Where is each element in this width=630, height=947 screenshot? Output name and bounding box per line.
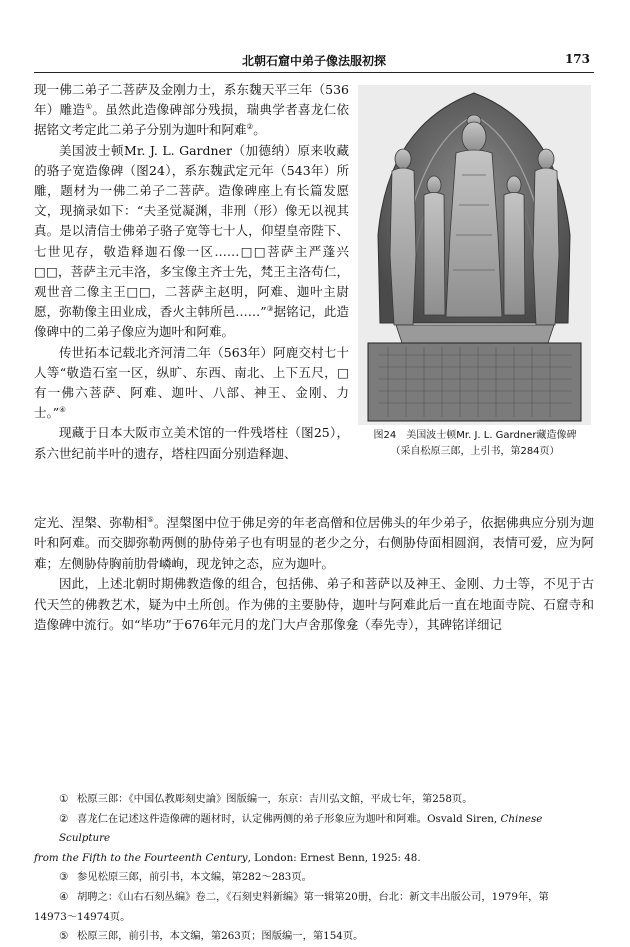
paragraph: 定光、涅槃、弥勒相⑤。涅槃图中位于佛足旁的年老高僧和位居佛头的年少弟子，依据佛典应分别为迦叶和阿难。而交脚弥勒两侧的胁侍弟子也有明显的老少之分，右侧胁侍面相圆润，表情可爱，应为阿难；左侧胁侍胸前肋骨嶙峋，现龙钟之态，应为迦叶。 (34, 514, 594, 571)
paragraph: 因此，上述北朝时期佛教造像的组合，包括佛、弟子和菩萨以及神王、金刚、力士等，不见于古代天竺的佛教艺术，疑为中土所创。作为佛的主要胁侍，迦叶与阿难此后一直在地面寺院、石窟寺和造像碑中流行。如“毕功”于676年元月的龙门大卢舍那像龛（奉先寺），其碑铭详细记 (34, 576, 594, 633)
left-column-text (34, 80, 349, 464)
footnote: ③ 参见松原三郎，前引书，本文编，第282～283页。 (59, 871, 312, 884)
footnote-ref[interactable]: ⑤ (147, 514, 154, 524)
footnote: ⑤ 松原三郎，前引书，本文编，第263页；图版编一，第154页。 (59, 930, 364, 943)
paragraph: 传世拓本记载北齐河清二年（563年）阿鹿交村七十人等“敬造石室一区，纵旷、东西、南北、上下五尺，□有一佛六菩萨、阿难、迦叶、八部、神王、金刚、力士。”④ (34, 344, 349, 421)
stele-photograph (358, 85, 591, 425)
footnote-continuation: 14973～14974页。 (34, 910, 131, 923)
running-header (34, 46, 594, 73)
full-width-text (34, 513, 594, 635)
figure-caption-source: （采自松原三郎，上引书，第284页） (390, 446, 560, 457)
footnote: ① 松原三郎：《中国仏教彫刻史論》图版编一，东京：吉川弘文館，平成七年，第258页。 (59, 793, 473, 805)
paragraph: 美国波士顿Mr. J. L. Gardner（加德纳）原来收藏的骆子宽造像碑（图24），系东魏武定元年（543年）所雕，题材为一佛二弟子二菩萨。造像碑座上有长篇发愿文，现摘录如下：“夫圣觉凝渊，非刑（形）像无以视其真。是以清信士佛弟子骆子宽等七十人，仰望皇帝陛下、七世见存，敬造释迦石像一区……□□菩萨主严蓬兴□□，菩萨主元丰洛，多宝像主齐士先，梵王主洛苟仁，观世音二像主王□□，二菩萨主赵明，阿难、迦叶主尉愿，弥勒像主田业成，香火主韩所邑……”③据铭记，此造像碑中的二弟子像应为迦叶和阿难。 (34, 142, 349, 340)
page-number: 173 (564, 52, 590, 66)
footnote-ref[interactable]: ③ (266, 304, 274, 314)
footnote-ref[interactable]: ① (85, 102, 93, 112)
footnote: ④ 胡聘之：《山右石刻丛编》卷二，《石刻史料新编》第一辑第20册，台北：新文丰出版公司，1979年，第 (59, 890, 549, 903)
footnote-ref[interactable]: ④ (59, 405, 66, 415)
figure-caption-title: 图24 美国波士顿Mr. J. L. Gardner藏造像碑 (373, 430, 577, 441)
footnote-continuation: from the Fifth to the Fourteenth Century, London: Ernest Benn, 1925: 48. (34, 851, 421, 864)
footnote: ② 喜龙仁在记述这件造像碑的题材时，认定佛两侧的弟子形象应为迦叶和阿难。Osvald Siren, Chinese Sculpture (59, 812, 543, 845)
footnote-ref[interactable]: ② (246, 122, 254, 132)
footnotes (34, 790, 594, 947)
running-title: 北朝石窟中弟子像法服初探 (241, 54, 386, 68)
figure-caption (356, 428, 594, 460)
paragraph: 现藏于日本大阪市立美术馆的一件残塔柱（图25），系六世纪前半叶的遗存，塔柱四面分别造释迦、 (34, 425, 349, 461)
paragraph: 现一佛二弟子二菩萨及金刚力士，系东魏天平三年（536年）雕造①。虽然此造像碑部分残损，瑞典学者喜龙仁依据铭文考定此二弟子分别为迦叶和阿难②。 (34, 82, 349, 138)
